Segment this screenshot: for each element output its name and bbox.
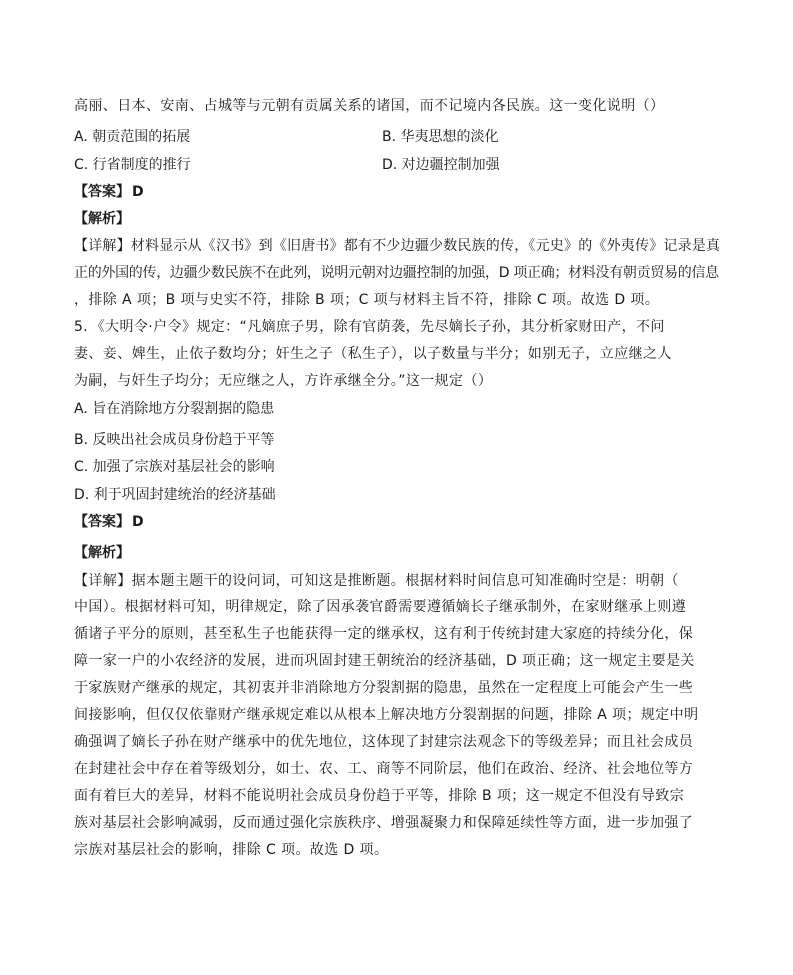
q5-detail-line: 面有着巨大的差异，材料不能说明社会成员身份趋于平等，排除 B 项；这一规定不但没有导致宗 [74, 788, 685, 804]
q5-detail-line: 间接影响，但仅仅依靠财产继承规定难以从根本上解决地方分裂割据的问题，排除 A 项；规定中明 [74, 707, 699, 723]
q4-detail-line: 正的外国的传，边疆少数民族不在此列，说明元朝对边疆控制的加强，D 项正确；材料没有朝贡贸易的信息 [74, 265, 719, 281]
q5-detail-line: 宗族对基层社会的影响，排除 C 项。故选 D 项。 [74, 842, 389, 858]
q4-option-c: C. 行省制度的推行 [74, 157, 191, 173]
q5-detail-line: 在封建社会中存在着等级划分，如士、农、工、商等不同阶层，他们在政治、经济、社会地位等方 [74, 761, 694, 777]
q4-option-d: D. 对边疆控制加强 [382, 157, 500, 173]
q5-detail-line: 障一家一户的小农经济的发展，进而巩固封建王朝统治的经济基础，D 项正确；这一规定主要是关 [74, 653, 695, 669]
q5-detail-line: 于家族财产继承的规定，其初衷并非消除地方分裂割据的隐患，虽然在一定程度上可能会产生一些 [74, 680, 694, 696]
q5-detail-line: 族对基层社会影响减弱，反而通过强化宗族秩序、增强凝聚力和保障延续性等方面，进一步加强了 [74, 815, 694, 831]
q5-answer-label: 【答案】 [74, 514, 130, 530]
q4-answer-value: D [132, 184, 144, 200]
q4-detail-line: ，排除 A 项；B 项与史实不符，排除 B 项；C 项与材料主旨不符，排除 C 项。故选 D 项。 [74, 292, 660, 308]
q5-option-a: A. 旨在消除地方分裂割据的隐患 [74, 401, 275, 417]
q5-detail-line: 确强调了嫡长子孙在财产继承中的优先地位，这体现了封建宗法观念下的等级差异；而且社会成员 [74, 734, 694, 750]
q4-option-a: A. 朝贡范围的拓展 [74, 129, 191, 145]
q5-option-b: B. 反映出社会成员身份趋于平等 [74, 432, 275, 448]
q4-stem-line: 高丽、日本、安南、占城等与元朝有贡属关系的诸国，而不记境内各民族。这一变化说明（） [74, 98, 665, 114]
q5-answer-value: D [132, 514, 144, 530]
q5-option-d: D. 利于巩固封建统治的经济基础 [74, 487, 276, 503]
q4-option-b: B. 华夷思想的淡化 [382, 129, 499, 145]
q5-stem-line: 5．《大明令·户令》规定：“凡嫡庶子男，除有官荫袭，先尽嫡长子孙，其分析家财田产，不问 [74, 319, 665, 335]
q5-stem-line: 妻、妾、婢生，止依子数均分；奸生之子（私生子），以子数量与半分；如别无子，立应继之人 [74, 346, 672, 362]
q5-detail-line: 循诸子平分的原则，甚至私生子也能获得一定的继承权，这有利于传统封建大家庭的持续分化，保 [74, 626, 694, 642]
q5-detail-line: 【详解】据本题主题干的设问词，可知这是推断题。根据材料时间信息可知准确时空是：明朝（ [74, 573, 679, 589]
q5-detail-line: 中国）。根据材料可知，明律规定，除了因承袭官爵需要遵循嫡长子继承制外，在家财继承上则遵 [74, 599, 687, 615]
q4-detail-line: 【详解】材料显示从《汉书》到《旧唐书》都有不少边疆少数民族的传，《元史》的《外夷传》记录是真 [74, 238, 721, 254]
q4-answer [74, 182, 144, 202]
q5-option-c: C. 加强了宗族对基层社会的影响 [74, 459, 275, 475]
q5-stem-line: 为嗣，与奸生子均分；无应继之人，方许承继全分。”这一规定（） [74, 373, 493, 389]
q5-analysis-label: 【解析】 [74, 545, 130, 561]
q4-answer-label: 【答案】 [74, 184, 130, 200]
q4-analysis-label: 【解析】 [74, 211, 130, 227]
q5-answer [74, 512, 144, 532]
